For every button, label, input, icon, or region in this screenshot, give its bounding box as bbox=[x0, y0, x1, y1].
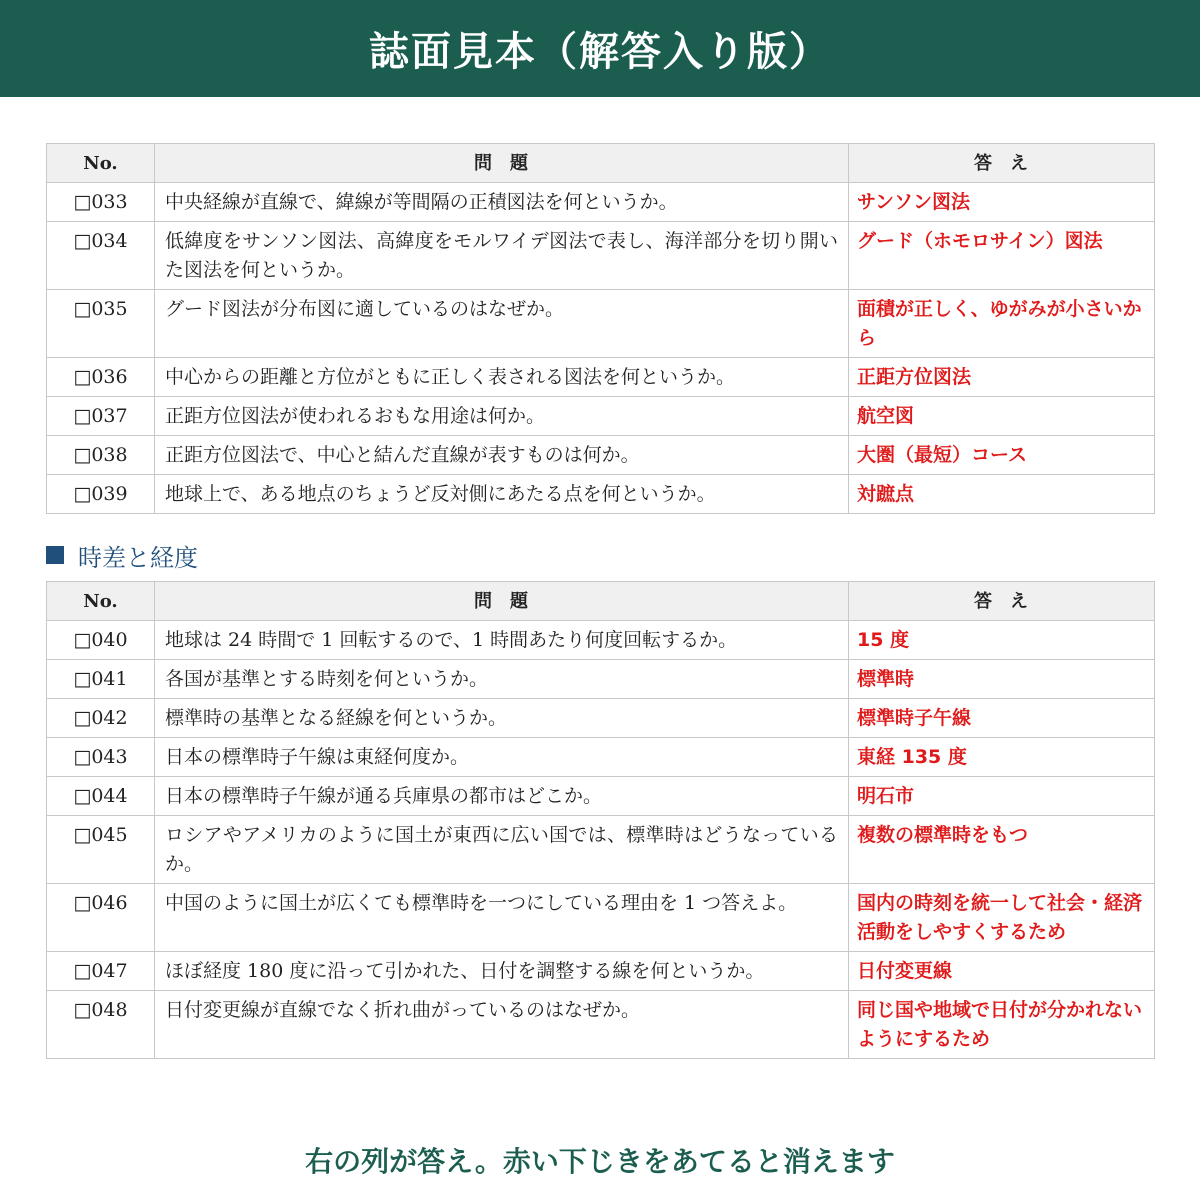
question-table-1 bbox=[46, 143, 1155, 514]
table-row bbox=[47, 475, 1155, 514]
table-row bbox=[47, 738, 1155, 777]
page-cut-mask bbox=[46, 1118, 1154, 1128]
row-question: グード図法が分布図に適しているのはなぜか。 bbox=[155, 290, 849, 358]
table-row bbox=[47, 952, 1155, 991]
table-row bbox=[47, 397, 1155, 436]
row-question: 日本の標準時子午線は東経何度か。 bbox=[155, 738, 849, 777]
row-question: ほぼ経度 180 度に沿って引かれた、日付を調整する線を何というか。 bbox=[155, 952, 849, 991]
row-number: □045 bbox=[47, 816, 155, 884]
table-row bbox=[47, 660, 1155, 699]
table-row bbox=[47, 777, 1155, 816]
row-number: □035 bbox=[47, 290, 155, 358]
table-row bbox=[47, 290, 1155, 358]
row-answer: 標準時 bbox=[849, 660, 1155, 699]
row-number: □037 bbox=[47, 397, 155, 436]
row-answer: 複数の標準時をもつ bbox=[849, 816, 1155, 884]
row-question: 低緯度をサンソン図法、高緯度をモルワイデ図法で表し、海洋部分を切り開いた図法を何というか。 bbox=[155, 222, 849, 290]
header-no: No. bbox=[47, 144, 155, 183]
row-number: □034 bbox=[47, 222, 155, 290]
header-no: No. bbox=[47, 582, 155, 621]
square-bullet-icon bbox=[46, 546, 64, 564]
header-banner bbox=[0, 0, 1200, 97]
row-question: 各国が基準とする時刻を何というか。 bbox=[155, 660, 849, 699]
row-number: □038 bbox=[47, 436, 155, 475]
row-answer: 大圏（最短）コース bbox=[849, 436, 1155, 475]
row-number: □047 bbox=[47, 952, 155, 991]
row-question: ロシアやアメリカのように国土が東西に広い国では、標準時はどうなっているか。 bbox=[155, 816, 849, 884]
row-number: □046 bbox=[47, 884, 155, 952]
row-number: □039 bbox=[47, 475, 155, 514]
table-row bbox=[47, 621, 1155, 660]
row-answer: サンソン図法 bbox=[849, 183, 1155, 222]
section-title: 時差と経度 bbox=[78, 543, 198, 572]
table-row bbox=[47, 991, 1155, 1059]
row-question: 地球は 24 時間で 1 回転するので、1 時間あたり何度回転するか。 bbox=[155, 621, 849, 660]
table-header-row bbox=[47, 582, 1155, 621]
table-row bbox=[47, 358, 1155, 397]
row-answer: 正距方位図法 bbox=[849, 358, 1155, 397]
row-question: 中国のように国土が広くても標準時を一つにしている理由を 1 つ答えよ。 bbox=[155, 884, 849, 952]
row-number: □042 bbox=[47, 699, 155, 738]
row-question: 中心からの距離と方位がともに正しく表される図法を何というか。 bbox=[155, 358, 849, 397]
page-title: 誌面見本（解答入り版） bbox=[369, 29, 831, 75]
header-answer: 答え bbox=[849, 144, 1155, 183]
row-answer: 15 度 bbox=[849, 621, 1155, 660]
row-answer: 標準時子午線 bbox=[849, 699, 1155, 738]
row-answer: 明石市 bbox=[849, 777, 1155, 816]
row-answer: 日付変更線 bbox=[849, 952, 1155, 991]
row-question: 日本の標準時子午線が通る兵庫県の都市はどこか。 bbox=[155, 777, 849, 816]
row-answer: 同じ国や地域で日付が分かれないようにするため bbox=[849, 991, 1155, 1059]
row-answer: 東経 135 度 bbox=[849, 738, 1155, 777]
row-number: □044 bbox=[47, 777, 155, 816]
table-header-row bbox=[47, 144, 1155, 183]
row-question: 地球上で、ある地点のちょうど反対側にあたる点を何というか。 bbox=[155, 475, 849, 514]
row-number: □043 bbox=[47, 738, 155, 777]
table-row bbox=[47, 816, 1155, 884]
row-question: 日付変更線が直線でなく折れ曲がっているのはなぜか。 bbox=[155, 991, 849, 1059]
row-number: □041 bbox=[47, 660, 155, 699]
footer-note: 右の列が答え。赤い下じきをあてると消えます bbox=[305, 1145, 895, 1178]
row-question: 正距方位図法が使われるおもな用途は何か。 bbox=[155, 397, 849, 436]
header-question: 問題 bbox=[155, 582, 849, 621]
table-row bbox=[47, 183, 1155, 222]
row-number: □033 bbox=[47, 183, 155, 222]
row-number: □048 bbox=[47, 991, 155, 1059]
header-answer: 答え bbox=[849, 582, 1155, 621]
section-heading bbox=[46, 538, 198, 572]
row-number: □036 bbox=[47, 358, 155, 397]
table-row bbox=[47, 436, 1155, 475]
table-row bbox=[47, 884, 1155, 952]
header-question: 問題 bbox=[155, 144, 849, 183]
row-question: 正距方位図法で、中心と結んだ直線が表すものは何か。 bbox=[155, 436, 849, 475]
row-number: □040 bbox=[47, 621, 155, 660]
row-question: 中央経線が直線で、緯線が等間隔の正積図法を何というか。 bbox=[155, 183, 849, 222]
row-answer: 面積が正しく、ゆがみが小さいから bbox=[849, 290, 1155, 358]
row-answer: 国内の時刻を統一して社会・経済活動をしやすくするため bbox=[849, 884, 1155, 952]
row-answer: 航空図 bbox=[849, 397, 1155, 436]
row-question: 標準時の基準となる経線を何というか。 bbox=[155, 699, 849, 738]
row-answer: グード（ホモロサイン）図法 bbox=[849, 222, 1155, 290]
row-answer: 対蹠点 bbox=[849, 475, 1155, 514]
question-table-2 bbox=[46, 581, 1155, 1059]
table-row bbox=[47, 699, 1155, 738]
table-row bbox=[47, 222, 1155, 290]
